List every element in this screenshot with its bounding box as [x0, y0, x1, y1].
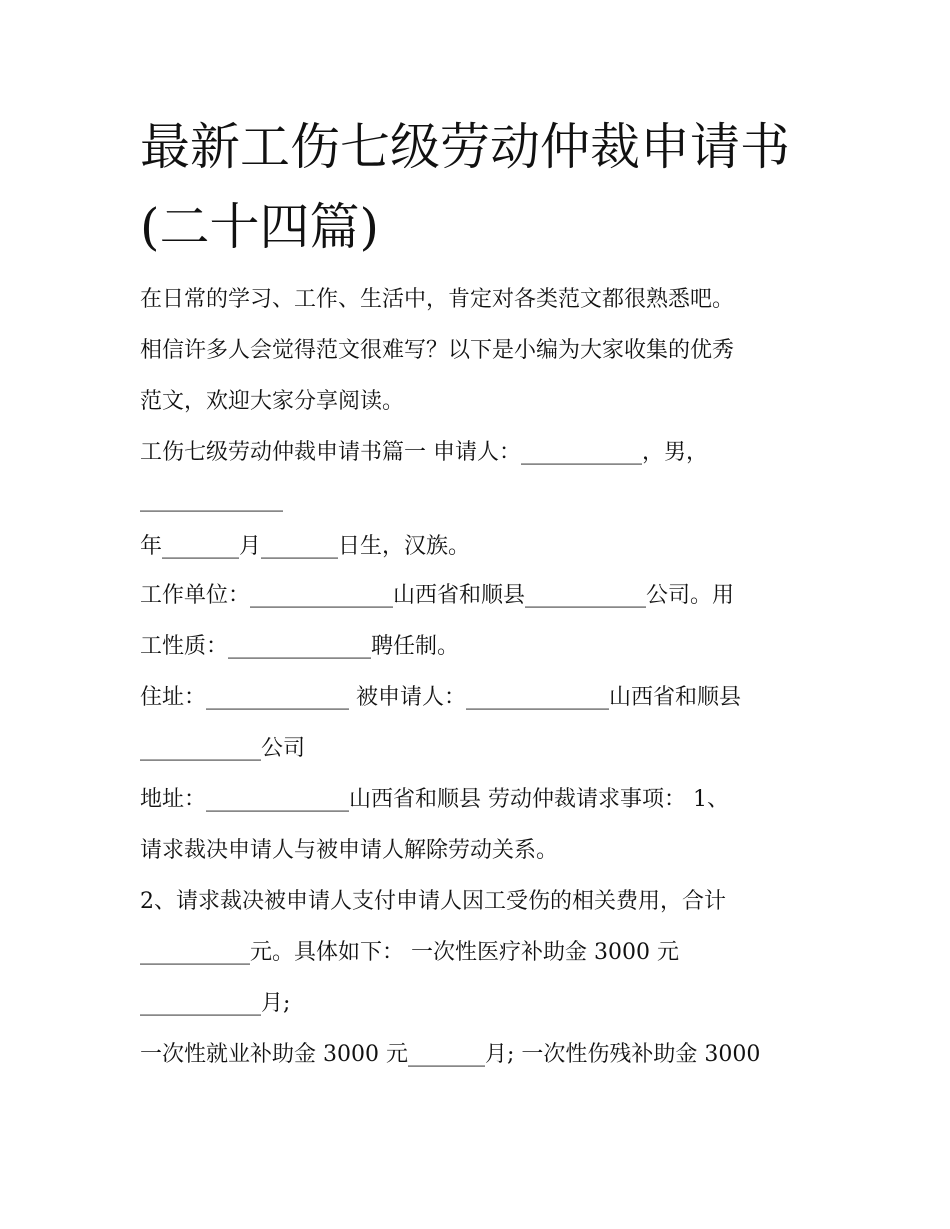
document-title-line-1: 最新工伤七级劳动仲裁申请书	[140, 118, 790, 176]
body-text-line: ___________公司	[140, 736, 306, 761]
body-text-line: 工性质：_____________聘任制。	[140, 634, 460, 659]
body-text-line: 年_______月_______日生，汉族。	[140, 534, 471, 559]
body-text-line: 请求裁决申请人与被申请人解除劳动关系。	[140, 838, 559, 863]
document-title-line-2: (二十四篇)	[140, 198, 380, 256]
body-text-line: 范文，欢迎大家分享阅读。	[140, 389, 405, 414]
body-text-line: 相信许多人会觉得范文很难写？以下是小编为大家收集的优秀	[140, 338, 735, 363]
body-text-line: 一次性就业补助金 3000 元_______月; 一次性伤残补助金 3000	[140, 1042, 761, 1067]
body-text-line: 地址：_____________山西省和顺县 劳动仲裁请求事项： 1、	[140, 787, 729, 812]
body-text-line: __________元。具体如下： 一次性医疗补助金 3000 元	[140, 940, 679, 965]
body-text-line: _____________	[140, 487, 283, 512]
body-text-line: 工伤七级劳动仲裁申请书篇一 申请人：___________，男，	[140, 440, 708, 465]
body-text-line: 住址：_____________ 被申请人：_____________山西省和顺县	[140, 685, 741, 710]
body-text-line: 2、请求裁决被申请人支付申请人因工受伤的相关费用，合计	[140, 889, 726, 914]
body-text-line: 工作单位：_____________山西省和顺县___________公司。用	[140, 583, 735, 608]
body-text-line: 在日常的学习、工作、生活中，肯定对各类范文都很熟悉吧。	[140, 287, 735, 312]
body-text-line: ___________月;	[140, 991, 291, 1016]
